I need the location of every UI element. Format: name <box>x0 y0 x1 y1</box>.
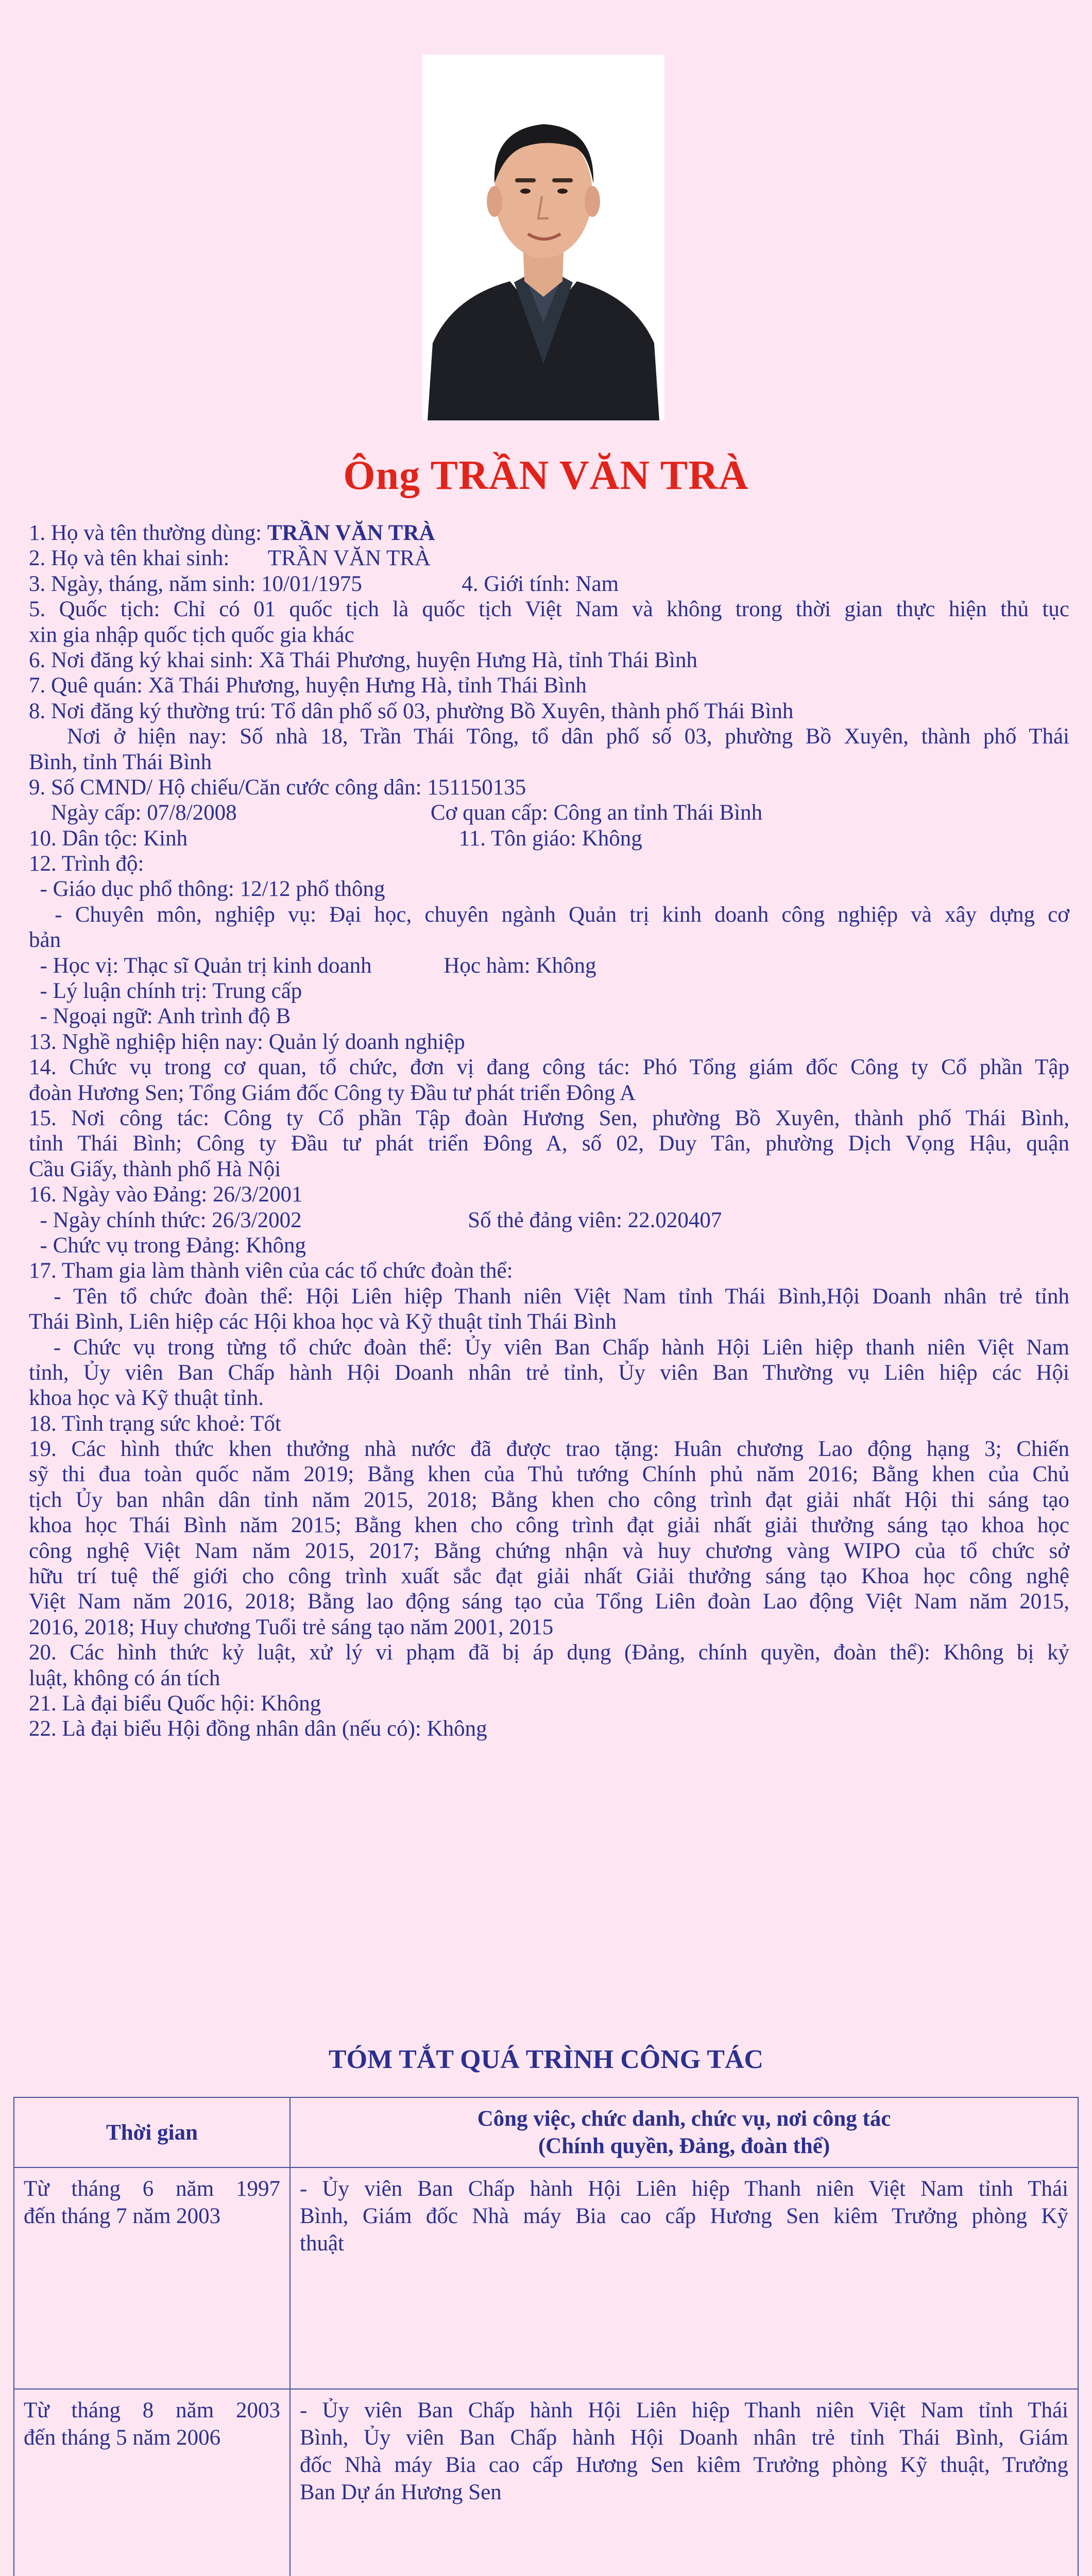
bio-line-text: 5. Quốc tịch: Chỉ có 01 quốc tịch là quốc tịch Việt Nam và không trong thời gian thực hiện thủ tục <box>29 597 1069 622</box>
bio-line <box>29 1182 1069 1207</box>
bio-line-text: - Tên tổ chức đoàn thể: Hội Liên hiệp Thanh niên Việt Nam tỉnh Thái Bình,Hội Doanh nhân trẻ tỉnh <box>29 1284 1069 1309</box>
bio-line-text: - Chức vụ trong từng tổ chức đoàn thể: Ủy viên Ban Chấp hành Hội Liên hiệp thanh niên Việt Nam <box>29 1335 1069 1360</box>
row-description <box>290 2167 1078 2389</box>
description-line: - Ủy viên Ban Chấp hành Hội Liên hiệp Thanh niên Việt Nam tỉnh Thái <box>300 2398 1068 2422</box>
bio-line <box>29 1360 1069 1385</box>
period-line: Từ tháng 8 năm 2003 <box>24 2398 280 2422</box>
bio-line-text: 13. Nghề nghiệp hiện nay: Quản lý doanh nghiệp <box>29 1029 465 1054</box>
bio-line <box>29 1131 1069 1156</box>
period-line: Từ tháng 6 năm 1997 <box>24 2177 280 2201</box>
bio-line <box>29 927 1069 953</box>
row-description <box>290 2389 1078 2576</box>
bio-line-text: 2. Họ và tên khai sinh: TRẦN VĂN TRÀ <box>29 546 431 571</box>
bio-line <box>29 953 1069 978</box>
bio-line <box>29 673 1069 698</box>
bio-line <box>29 902 1069 927</box>
bio-line <box>29 1564 1069 1589</box>
bio-line <box>29 876 1069 902</box>
bio-line-bold: TRẦN VĂN TRÀ <box>267 521 435 545</box>
bio-line <box>29 1284 1069 1309</box>
bio-line-text: 19. Các hình thức khen thưởng nhà nước đã được trao tặng: Huân chương Lao động hạng 3; Chiến <box>29 1437 1069 1462</box>
bio-line <box>29 1462 1069 1487</box>
bio-line <box>29 826 1069 851</box>
bio-line <box>29 571 1069 597</box>
bio-line-text: Ngày cấp: 07/8/2008 Cơ quan cấp: Công an tỉnh Thái Bình <box>29 801 763 825</box>
bio-line-text: công nghệ Việt Nam năm 2015, 2017; Bằng chứng nhận và huy chương vàng WIPO của tổ chức sở <box>29 1538 1069 1563</box>
bio-line-text: sỹ thi đua toàn quốc năm 2019; Bằng khen của Thủ tướng Chính phủ năm 2016; Bằng khen của Chủ <box>29 1462 1069 1487</box>
bio-line <box>29 1004 1069 1029</box>
bio-line-text: 12. Trình độ: <box>29 852 144 876</box>
bio-line-text: 20. Các hình thức kỷ luật, xử lý vi phạm đã bị áp dụng (Đảng, chính quyền, đoàn thể): Không bị kỷ <box>29 1640 1069 1665</box>
bio-line <box>29 1666 1069 1691</box>
bio-line <box>29 724 1069 749</box>
portrait-image <box>422 55 664 420</box>
bio-line-text: - Ngoại ngữ: Anh trình độ B <box>29 1004 291 1029</box>
bio-line <box>29 699 1069 724</box>
description-line: Bình, Ủy viên Ban Chấp hành Hội Doanh nhân trẻ tỉnh Thái Bình, Giám <box>300 2426 1068 2450</box>
bio-line-text: 7. Quê quán: Xã Thái Phương, huyện Hưng Hà, tỉnh Thái Bình <box>29 673 587 698</box>
bio-line-text: Thái Bình, Liên hiệp các Hội khoa học và Kỹ thuật tỉnh Thái Bình <box>29 1310 617 1334</box>
bio-line-text: 18. Tình trạng sức khoẻ: Tốt <box>29 1411 281 1436</box>
bio-line <box>29 1615 1069 1640</box>
bio-line-text: 22. Là đại biểu Hội đồng nhân dân (nếu có): Không <box>29 1717 487 1741</box>
bio-line <box>29 520 1069 546</box>
bio-line <box>29 1436 1069 1462</box>
bio-line-text: - Chức vụ trong Đảng: Không <box>29 1233 306 1258</box>
bio-line-text: Việt Nam năm 2016, 2018; Bằng lao động sáng tạo của Tổng Liên đoàn Lao động Việt Nam năm 2015, <box>29 1589 1069 1614</box>
header-time: Thời gian <box>14 2097 290 2167</box>
bio-line <box>29 1691 1069 1716</box>
bio-line-text: tỉnh Thái Bình; Công ty Đầu tư phát triển Đông A, số 02, Duy Tân, phường Dịch Vọng Hậu, quận <box>29 1131 1069 1156</box>
description-line: - Ủy viên Ban Chấp hành Hội Liên hiệp Thanh niên Việt Nam tỉnh Thái <box>300 2177 1068 2201</box>
bio-line-text: - Ngày chính thức: 26/3/2002 Số thẻ đảng viên: 22.020407 <box>29 1208 722 1232</box>
bio-line-text: 1. Họ và tên thường dùng: <box>29 521 267 545</box>
bio-line-text: 14. Chức vụ trong cơ quan, tổ chức, đơn vị đang công tác: Phó Tổng giám đốc Công ty Cổ phần Tập <box>29 1055 1069 1080</box>
bio-line-text: Cầu Giấy, thành phố Hà Nội <box>29 1157 281 1181</box>
bio-line-text: 2016, 2018; Huy chương Tuổi trẻ sáng tạo năm 2001, 2015 <box>29 1615 554 1639</box>
bio-line <box>29 1080 1069 1106</box>
bio-line <box>29 1208 1069 1233</box>
description-line: Bình, Giám đốc Nhà máy Bia cao cấp Hương Sen kiêm Trưởng phòng Kỹ <box>300 2204 1068 2228</box>
bio-line <box>29 1716 1069 1741</box>
bio-line-text: tỉnh, Ủy viên Ban Chấp hành Hội Doanh nhân trẻ tỉnh, Ủy viên Ban Thường vụ Liên hiệp các Hội <box>29 1360 1069 1385</box>
bio-line-text: đoàn Hương Sen; Tổng Giám đốc Công ty Đầu tư phát triển Đông A <box>29 1080 636 1105</box>
bio-line <box>29 1258 1069 1283</box>
table-header-row <box>14 2097 1078 2167</box>
period-line: đến tháng 5 năm 2006 <box>24 2426 221 2450</box>
portrait-photo <box>422 55 664 420</box>
page-title <box>0 452 1092 499</box>
bio-line <box>29 546 1069 571</box>
bio-line <box>29 851 1069 876</box>
work-history-table <box>13 2097 1079 2576</box>
bio-line <box>29 750 1069 775</box>
bio-line <box>29 648 1069 673</box>
bio-line-text: luật, không có án tích <box>29 1666 220 1690</box>
bio-line <box>29 1487 1069 1513</box>
bio-line <box>29 1640 1069 1665</box>
title-prefix: Ông <box>343 453 421 498</box>
work-history-title: TÓM TẮT QUÁ TRÌNH CÔNG TÁC <box>328 2045 764 2074</box>
bio-line-text: 6. Nơi đăng ký khai sinh: Xã Thái Phương, huyện Hưng Hà, tỉnh Thái Bình <box>29 648 697 672</box>
bio-line <box>29 1157 1069 1182</box>
bio-line-text: xin gia nhập quốc tịch quốc gia khác <box>29 622 354 647</box>
header-description <box>290 2097 1078 2167</box>
bio-line-text: 8. Nơi đăng ký thường trú: Tổ dân phố số 03, phường Bồ Xuyên, thành phố Thái Bình <box>29 699 794 723</box>
bio-line-text: hữu trí tuệ thế giới cho công trình xuất sắc đạt giải nhất Giải thưởng sáng tạo Khoa học công nghệ <box>29 1564 1069 1589</box>
bio-line-text: khoa học và Kỹ thuật tỉnh. <box>29 1386 264 1411</box>
bio-line <box>29 1385 1069 1411</box>
period-line: đến tháng 7 năm 2003 <box>24 2204 221 2228</box>
bio-line <box>29 1055 1069 1080</box>
bio-line-text: Nơi ở hiện nay: Số nhà 18, Trần Thái Tông, tổ dân phố số 03, phường Bồ Xuyên, thành phố Thái <box>29 724 1069 749</box>
bio-line <box>29 1233 1069 1258</box>
bio-line-text: - Giáo dục phổ thông: 12/12 phổ thông <box>29 877 385 902</box>
row-period <box>14 2389 290 2576</box>
bio-line-text: 21. Là đại biểu Quốc hội: Không <box>29 1691 321 1716</box>
bio-line-text: 15. Nơi công tác: Công ty Cổ phần Tập đoàn Hương Sen, phường Bồ Xuyên, thành phố Thái Bình, <box>29 1106 1069 1130</box>
bio-line-text: Bình, tỉnh Thái Bình <box>29 750 212 774</box>
bio-line-text: - Lý luận chính trị: Trung cấp <box>29 979 302 1004</box>
bio-line-text: 10. Dân tộc: Kinh 11. Tôn giáo: Không <box>29 826 642 851</box>
bio-line <box>29 1309 1069 1334</box>
work-history-rows <box>14 2167 1078 2576</box>
bio-line <box>29 775 1069 800</box>
row-period <box>14 2167 290 2389</box>
bio-line <box>29 1538 1069 1564</box>
bio-line <box>29 1513 1069 1538</box>
description-line: Ban Dự án Hương Sen <box>300 2480 502 2504</box>
bio-line <box>29 800 1069 825</box>
bio-line-text: tịch Ủy ban nhân dân tỉnh năm 2015, 2018; Bằng khen cho công trình đạt giải nhất Hội thi sáng tạo <box>29 1487 1069 1512</box>
table-row <box>14 2167 1078 2389</box>
bio-line-text: 3. Ngày, tháng, năm sinh: 10/01/1975 4. Giới tính: Nam <box>29 571 619 596</box>
bio-line-text: - Chuyên môn, nghiệp vụ: Đại học, chuyên ngành Quản trị kinh doanh công nghiệp và xây dựng cơ <box>29 902 1069 927</box>
bio-line-text: - Học vị: Thạc sĩ Quản trị kinh doanh Học hàm: Không <box>29 953 596 978</box>
description-line: đốc Nhà máy Bia cao cấp Hương Sen kiêm Trưởng phòng Kỹ thuật, Trưởng <box>300 2453 1068 2477</box>
bio-line <box>29 1029 1069 1055</box>
bio-line <box>29 1589 1069 1614</box>
biography-list <box>29 520 1069 1742</box>
bio-line-text: khoa học Thái Bình năm 2015; Bằng khen cho công trình đạt giải nhất giải thưởng sáng tạo khoa học <box>29 1513 1069 1538</box>
bio-line <box>29 978 1069 1004</box>
header-description-line1: Công việc, chức danh, chức vụ, nơi công tác <box>477 2107 891 2131</box>
bio-line <box>29 1335 1069 1360</box>
header-description-line2: (Chính quyền, Đảng, đoàn thể) <box>538 2134 830 2158</box>
bio-line-text: 17. Tham gia làm thành viên của các tổ chức đoàn thể: <box>29 1259 513 1283</box>
table-row <box>14 2389 1078 2576</box>
bio-line <box>29 622 1069 648</box>
bio-line-text: 9. Số CMND/ Hộ chiếu/Căn cước công dân: 151150135 <box>29 775 526 800</box>
bio-line <box>29 597 1069 622</box>
bio-line-text: bản <box>29 928 61 953</box>
bio-line <box>29 1106 1069 1131</box>
bio-line <box>29 1411 1069 1436</box>
title-name: TRẦN VĂN TRÀ <box>430 453 749 498</box>
description-line: thuật <box>300 2231 344 2256</box>
bio-line-text: 16. Ngày vào Đảng: 26/3/2001 <box>29 1182 303 1207</box>
